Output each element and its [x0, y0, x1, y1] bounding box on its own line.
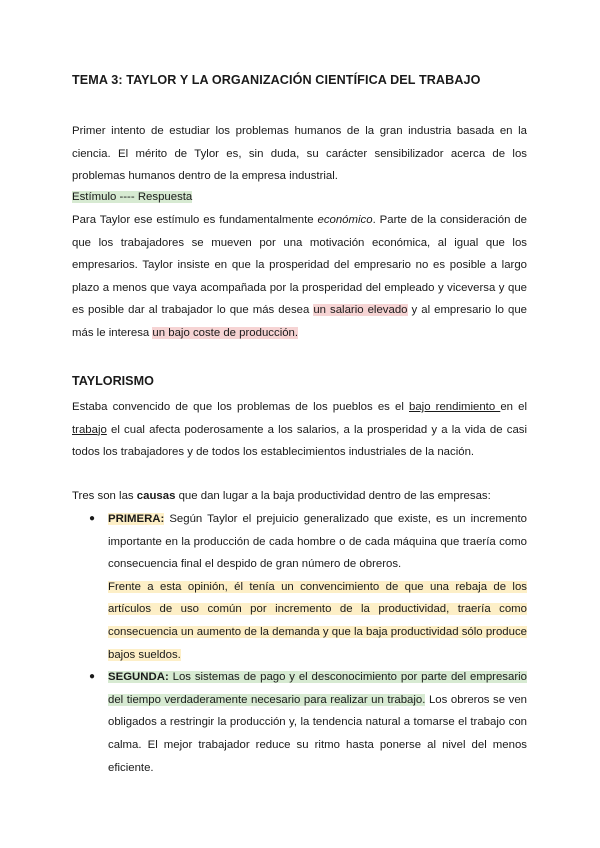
para3-text-3: el cual afecta poderosamente a los salarios, a la prosperidad y a la vida de casi todos los trabajadores y de todos los establecimientos industriales de la nación. — [72, 423, 527, 459]
cause-label-segunda: SEGUNDA: — [108, 671, 169, 684]
para2-text-1: Para Taylor ese estímulo es fundamentalmente — [72, 214, 318, 226]
underline-bajo-rendimiento: bajo rendimiento — [409, 401, 501, 413]
bullet-icon: ● — [89, 513, 96, 524]
list-item-segunda — [72, 666, 527, 779]
para3-text-2: en el — [500, 401, 527, 413]
cause-extra-primera — [108, 576, 527, 666]
intro-paragraph: Primer intento de estudiar los problemas humanos de la gran industria basada en la ciencia. El mérito de Tylor es, sin duda, su carácter sensibilizador acerca de los problemas humanos dentro de la empresa industrial. — [72, 125, 527, 183]
stimulus-line — [72, 186, 527, 209]
bullet-icon: ● — [89, 671, 96, 683]
cause-highlight-segunda: Los sistemas de pago y el desconocimiento por parte del empresario del tiempo verdaderamente necesario para realizar un trabajo. — [108, 671, 527, 706]
cause-extra-highlight: Frente a esta opinión, él tenía un convencimiento de que una rebaja de los artículos de uso común por incremento de la productividad, traería como consecuencia un aumento de la demanda y que la baja productividad sólo produce bajos sueldos. — [108, 580, 527, 661]
cause-text-segunda: Los obreros se ven obligados a restringir la producción y, la tendencia natural a tomarse el trabajo con calma. El mejor trabajador reduce su ritmo hasta ponerse al nivel del menos eficiente. — [108, 693, 527, 774]
cause-text-primera: Según Taylor el prejuicio generalizado que existe, es un incremento importante en la producción de cada hombre o de cada máquina que traería como consecuencia final el despido de gran número de obreros. — [108, 513, 527, 571]
taylorismo-paragraph — [72, 396, 527, 464]
underline-trabajo: trabajo — [72, 423, 107, 436]
para3-text-1: Estaba convencido de que los problemas de los pueblos es el — [72, 401, 409, 413]
causes-list — [72, 508, 527, 779]
section-heading-taylorismo: TAYLORISMO — [72, 374, 154, 388]
page-title: TEMA 3: TAYLOR Y LA ORGANIZACIÓN CIENTÍFICA DEL TRABAJO — [72, 73, 481, 87]
para2-emphasis: económico — [317, 214, 373, 226]
salary-highlight: un salario elevado — [313, 304, 408, 317]
para2-text-3: y al empresario lo que más le interesa — [72, 304, 527, 339]
list-item-primera — [72, 508, 527, 666]
causes-bold: causas — [136, 490, 176, 502]
para2-text-2: . Parte de la consideración de que los trabajadores se mueven por una motivación económica, al igual que los empresarios. Taylor insiste en que la prosperidad del empresario no es posible a largo plazo a menos que vaya acompañada por la prosperidad del empleado y viceversa y que es posible dar al trabajador lo que más desea — [72, 214, 527, 317]
cause-label-primera: PRIMERA: — [108, 513, 165, 525]
causes-intro — [72, 485, 527, 508]
causes-intro-text-1: Tres son las — [72, 490, 137, 502]
taylor-stimulus-paragraph — [72, 209, 527, 345]
causes-intro-text-2: que dan lugar a la baja productividad dentro de las empresas: — [175, 490, 491, 502]
stimulus-highlight: Estímulo ---- Respuesta — [72, 191, 193, 203]
cost-highlight: un bajo coste de producción. — [152, 326, 299, 339]
